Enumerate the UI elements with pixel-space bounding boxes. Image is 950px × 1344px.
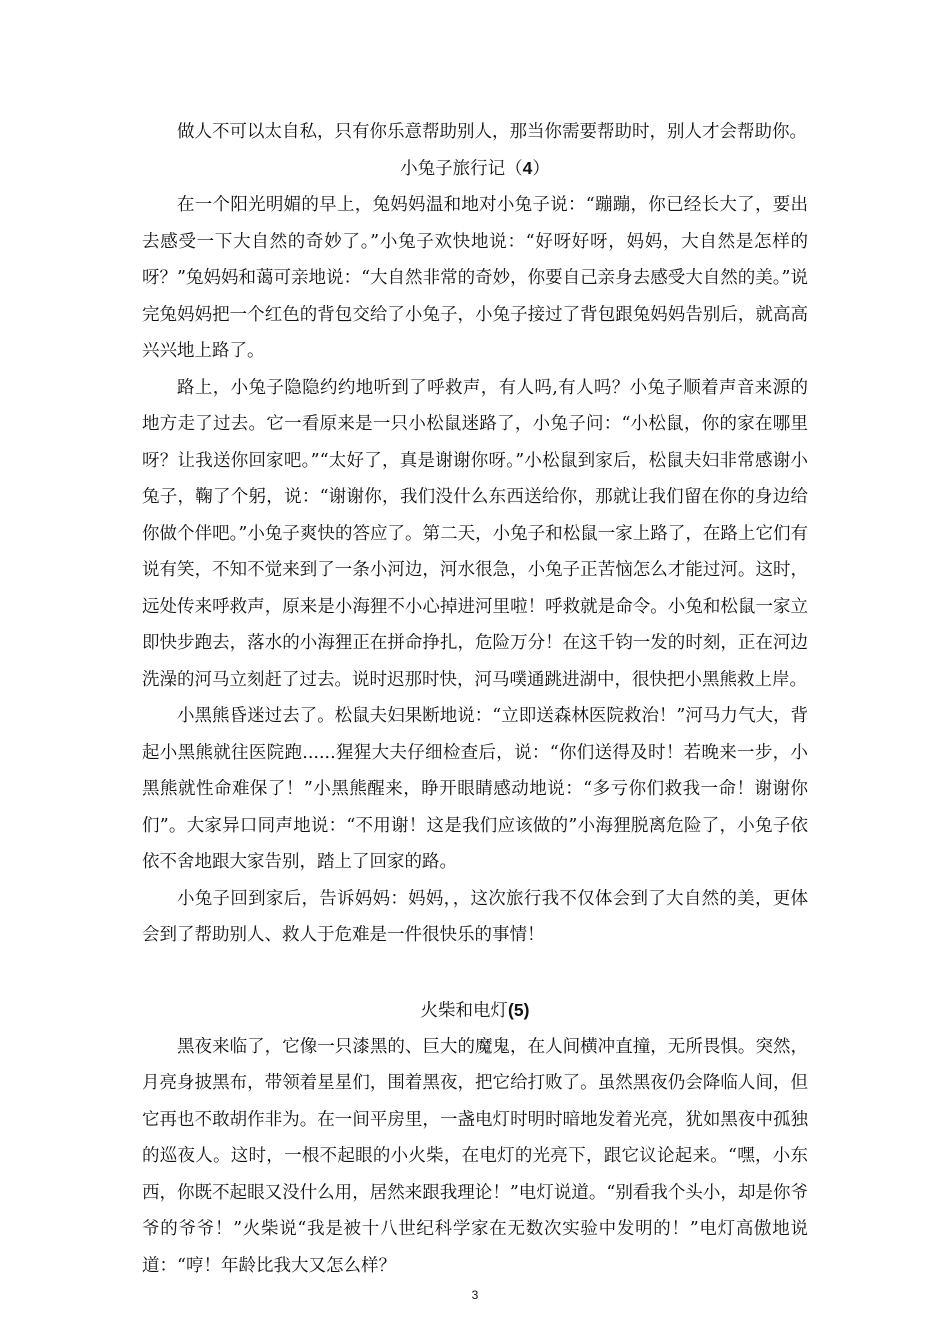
page-number: 3 bbox=[471, 1288, 479, 1302]
story-5-title: 火柴和电灯(5) bbox=[420, 999, 530, 1021]
story-4-title: 小兔子旅行记（4） bbox=[400, 158, 550, 179]
intro-line: 做人不可以太自私，只有你乐意帮助别人，那当你需要帮助时，别人才会帮助你。 bbox=[177, 122, 807, 142]
story-4-paragraph-2: 路上，小兔子隐隐约约地听到了呼救声，有人吗,有人吗？小兔子顺着声音来源的地方走了过去。它一看原来是一只小松鼠迷路了，小兔子问：“小松鼠，你的家在哪里呀？让我送你回家吧。”“太好了，真是谢谢你呀。”小松鼠到家后，松鼠夫妇非常感谢小兔子，鞠了个躬，说：“谢谢你，我们没什么东西送给你，那就让我们留在你的身边给你做个伴吧。”小兔子爽快的答应了。第二天，小兔子和松鼠一家上路了，在路上它们有说有笑，不知不觉来到了一条小河边，河水很急，小兔子正苦恼怎么才能过河。这时，远处传来呼救声，原来是小海狸不小心掉进河里啦！呼救就是命令。小兔和松鼠一家立即快步跑去，落水的小海狸正在拼命挣扎，危险万分！在这千钧一发的时刻，正在河边洗澡的河马立刻赶了过去。说时迟那时快，河马噗通跳进湖中，很快把小黑熊救上岸。 bbox=[142, 377, 808, 690]
story-4-paragraph-4: 小兔子回到家后，告诉妈妈：妈妈，，这次旅行我不仅体会到了大自然的美，更体会到了帮助别人、救人于危难是一件很快乐的事情！ bbox=[142, 888, 808, 945]
story-5-paragraph-1: 黑夜来临了，它像一只漆黑的、巨大的魔鬼，在人间横冲直撞，无所畏惧。突然，月亮身披黑布，带领着星星们，围着黑夜，把它给打败了。虽然黑夜仍会降临人间，但它再也不敢胡作非为。在一间平房里，一盏电灯时明时暗地发着光亮，犹如黑夜中孤独的巡夜人。这时，一根不起眼的小火柴，在电灯的光亮下，跟它议论起来。“嘿，小东西，你既不起眼又没什么用，居然来跟我理论！”电灯说道。“别看我个头小，却是你爷爷的爷爷！”火柴说“我是被十八世纪科学家在无数次实验中发明的！”电灯高傲地说道：“哼！年龄比我大又怎么样？ bbox=[142, 1036, 808, 1276]
story-4-paragraph-3: 小黑熊昏迷过去了。松鼠夫妇果断地说：“立即送森林医院救治！”河马力气大，背起小黑熊就往医院跑......猩猩大夫仔细检查后，说：“你们送得及时！若晚来一步，小黑熊就性命难保了！”小黑熊醒来，睁开眼睛感动地说：“多亏你们救我一命！谢谢你们”。大家异口同声地说：“不用谢！这是我们应该做的”小海狸脱离危险了，小兔子依依不舍地跟大家告别，踏上了回家的路。 bbox=[142, 706, 808, 872]
story-4-paragraph-1: 在一个阳光明媚的早上，兔妈妈温和地对小兔子说：“蹦蹦，你已经长大了，要出去感受一下大自然的奇妙了。”小兔子欢快地说：“好呀好呀，妈妈，大自然是怎样的呀？”兔妈妈和蔼可亲地说：“大自然非常的奇妙，你要自己亲身去感受大自然的美。”说完兔妈妈把一个红色的背包交给了小兔子，小兔子接过了背包跟兔妈妈告别后，就高高兴兴地上路了。 bbox=[142, 195, 808, 361]
section-gap bbox=[142, 954, 808, 992]
